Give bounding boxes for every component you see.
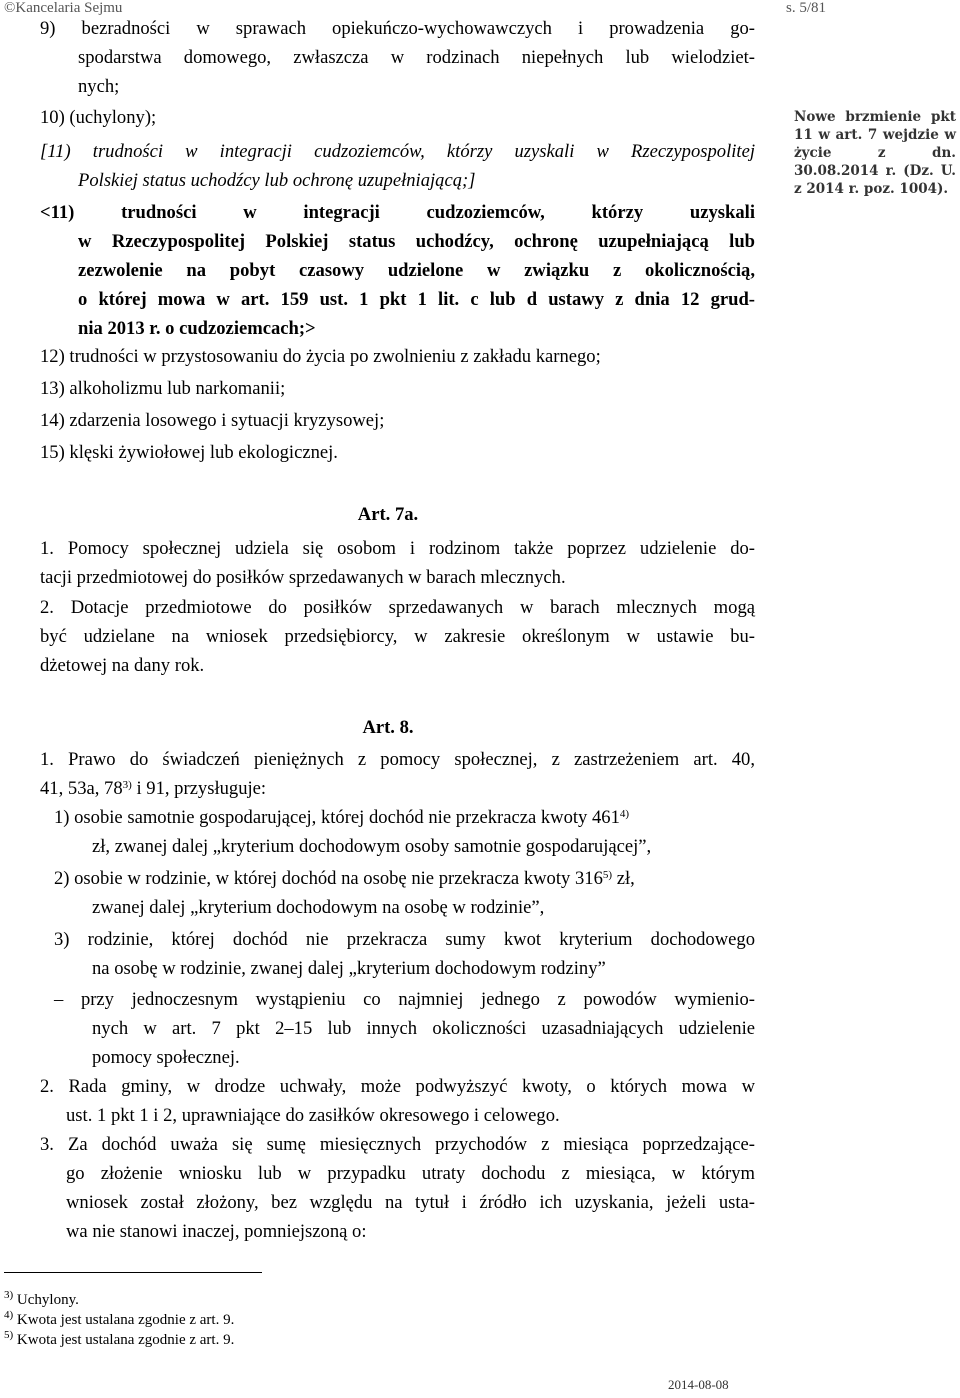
text-fragment: 2) osobie w rodzinie, w której dochód na osobę nie przekracza kwoty 316 (54, 868, 603, 889)
text-fragment: zł, (612, 868, 635, 889)
article-8-point-1 (54, 803, 755, 861)
article-7a-par-2 (40, 593, 755, 680)
footnotes (4, 1290, 234, 1350)
point-11-new (40, 198, 755, 343)
text-fragment: i 91, przysługuje: (131, 778, 267, 799)
article-7a-par-1-line: 1. Pomocy społecznej udziela się osobom i rodzinom także poprzez udzielenie do- (40, 538, 755, 559)
point-11-new-line: o której mowa w art. 159 ust. 1 pkt 1 lit. c lub d ustawy z dnia 12 grud- (78, 289, 755, 310)
article-8-par-1-line: 1. Prawo do świadczeń pieniężnych z pomocy społecznej, z zastrzeżeniem art. 40, (40, 749, 755, 770)
point-11-new-line: <11) trudności w integracji cudzoziemców, którzy uzyskali (40, 202, 755, 223)
point-11-old-line: [11) trudności w integracji cudzoziemców, którzy uzyskali w Rzeczypospolitej (40, 141, 755, 162)
footnote (4, 1330, 234, 1350)
footnote (4, 1310, 234, 1330)
article-8-par-2-line: ust. 1 pkt 1 i 2, uprawniające do zasiłków okresowego i celowego. (66, 1105, 560, 1126)
article-8-point-3 (54, 925, 755, 983)
article-8-par-3 (40, 1130, 755, 1246)
article-7a-par-1 (40, 534, 755, 592)
side-note-line: z 2014 r. poz. 1004). (794, 181, 949, 197)
article-8-point-2 (54, 864, 755, 922)
footnote-separator (4, 1272, 262, 1273)
article-8-point-2-line (54, 864, 755, 893)
point-9 (40, 14, 755, 101)
page-number: s. 5/81 (785, 0, 826, 16)
footnote-ref: 4) (619, 808, 630, 820)
footnote-mark: 3) (4, 1289, 14, 1301)
article-8-point-3-line: 3) rodzinie, której dochód nie przekracza sumy kwot kryterium dochodowego (54, 929, 755, 950)
point-11-new-line: zezwolenie na pobyt czasowy udzielone w związku z okolicznością, (78, 260, 755, 281)
footnote-ref: 3) (122, 779, 132, 791)
article-8-point-2-line: zwanej dalej „kryterium dochodowym na osobę w rodzinie”, (92, 897, 545, 918)
article-8-par-3-line: wa nie stanowi inaczej, pomniejszoną o: (66, 1221, 367, 1242)
point-9-line: 9) bezradności w sprawach opiekuńczo-wychowawczych i prowadzenia go- (40, 18, 755, 39)
point-9-line: spodarstwa domowego, zwłaszcza w rodzinach niepełnych lub wielodziet- (78, 47, 755, 68)
article-8-par-1 (40, 745, 755, 803)
point-11-old (40, 137, 755, 195)
article-8-par-2 (40, 1072, 755, 1130)
article-8-closing-clause (54, 985, 755, 1072)
side-note-line: 11 w art. 7 wejdzie w (794, 127, 956, 143)
point-11-new-line: nia 2013 r. o cudzoziemcach;> (78, 318, 316, 339)
article-8-par-2-line: 2. Rada gminy, w drodze uchwały, może podwyższyć kwoty, o których mowa w (40, 1076, 755, 1097)
point-11-new-line: w Rzeczypospolitej Polskiej status uchodźcy, ochronę uzupełniającą lub (78, 231, 755, 252)
article-8-closing-line: – przy jednoczesnym wystąpieniu co najmniej jednego z powodów wymienio- (54, 989, 755, 1010)
article-8-heading: Art. 8. (362, 717, 414, 738)
footer-date: 2014-08-08 (668, 1377, 729, 1392)
footnote-text: Kwota jest ustalana zgodnie z art. 9. (16, 1312, 235, 1328)
article-8-closing-line: pomocy społecznej. (92, 1047, 240, 1068)
article-8-point-1-line (54, 803, 755, 832)
article-8-closing-line: nych w art. 7 pkt 2–15 lub innych okoliczności uzasadniających udzielenie (92, 1018, 755, 1039)
side-note (794, 108, 956, 198)
article-8-par-3-line: go złożenie wniosku lub w przypadku utraty dochodu z miesiąca, w którym (66, 1163, 755, 1184)
footnote-mark: 4) (4, 1309, 14, 1321)
article-8-point-1-line: zł, zwanej dalej „kryterium dochodowym osoby samotnie gospodarującej”, (92, 836, 652, 857)
text-fragment: 41, 53a, 78 (40, 778, 123, 799)
article-7a-par-2-line: 2. Dotacje przedmiotowe do posiłków sprzedawanych w barach mlecznych mogą (40, 597, 755, 618)
article-7a-par-2-line: być udzielane na wniosek przedsiębiorcy, w zakresie określonym w ustawie bu- (40, 626, 755, 647)
footnote-ref: 5) (602, 869, 613, 881)
article-8-par-3-line: 3. Za dochód uważa się sumę miesięcznych przychodów z miesiąca poprzedzające- (40, 1134, 755, 1155)
article-7a-par-2-line: dżetowej na dany rok. (40, 655, 205, 676)
article-7a-par-1-line: tacji przedmiotowej do posiłków sprzedawanych w barach mlecznych. (40, 567, 566, 588)
text-fragment: 1) osobie samotnie gospodarującej, której dochód nie przekracza kwoty 461 (54, 807, 620, 828)
side-note-line: Nowe brzmienie pkt (794, 109, 956, 125)
footnote-text: Kwota jest ustalana zgodnie z art. 9. (16, 1332, 235, 1348)
point-13: 13) alkoholizmu lub narkomanii; (40, 378, 286, 399)
side-note-line: życie z dn. (794, 145, 956, 161)
point-12: 12) trudności w przystosowaniu do życia po zwolnieniu z zakładu karnego; (40, 346, 601, 367)
point-14: 14) zdarzenia losowego i sytuacji kryzysowej; (40, 410, 385, 431)
point-11-old-line: Polskiej status uchodźcy lub ochronę uzupełniającą;] (78, 170, 476, 191)
article-8-par-3-line: wniosek został złożony, bez względu na tytuł i źródło ich uzyskania, jeżeli usta- (66, 1192, 755, 1213)
article-8-point-3-line: na osobę w rodzinie, zwanej dalej „kryterium dochodowym rodziny” (92, 958, 606, 979)
footnote-text: Uchylony. (16, 1292, 79, 1308)
article-7a-heading: Art. 7a. (357, 504, 419, 525)
point-9-line: nych; (78, 76, 120, 97)
point-15: 15) klęski żywiołowej lub ekologicznej. (40, 442, 338, 463)
article-8-par-1-line (40, 774, 755, 803)
side-note-line: 30.08.2014 r. (Dz. U. (794, 163, 956, 179)
footnote (4, 1290, 234, 1310)
footnote-mark: 5) (4, 1329, 14, 1341)
point-10: 10) (uchylony); (40, 107, 157, 128)
header-source: ©Kancelaria Sejmu (4, 0, 123, 16)
